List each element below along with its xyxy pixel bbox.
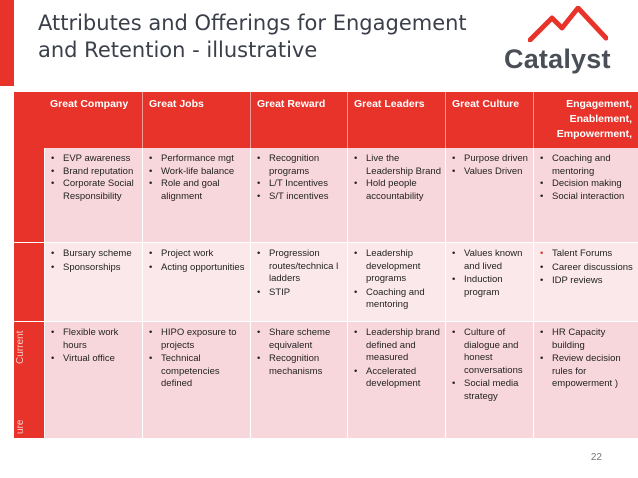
list-item: • Social media strategy — [450, 378, 529, 403]
list-item: • Acting opportunities — [147, 262, 246, 275]
list-item: • Culture of dialogue and honest conversations — [450, 327, 529, 377]
table-cell — [533, 322, 638, 438]
mountain-peaks-icon — [528, 6, 608, 42]
table-cell — [347, 322, 445, 438]
list-item: • EVP awareness — [49, 153, 138, 166]
list-item: • Review decision rules for empowerment ) — [538, 353, 634, 391]
list-item: • Recognition programs — [255, 153, 343, 178]
row-label — [14, 243, 44, 321]
table-cell — [142, 243, 250, 321]
list-item: • Flexible work hours — [49, 327, 138, 352]
list-item: • Bursary scheme — [49, 248, 138, 261]
list-item: • Leadership development programs — [352, 248, 441, 286]
table-cell — [445, 148, 533, 242]
list-item: • HR Capacity building — [538, 327, 634, 352]
table-row — [14, 148, 638, 242]
list-item: • Technical competencies defined — [147, 353, 246, 391]
table-cell — [142, 322, 250, 438]
row-label — [14, 148, 44, 242]
table-cell — [250, 148, 347, 242]
list-item: • Decision making — [538, 178, 634, 191]
list-item: • Project work — [147, 248, 246, 261]
list-item: • Career discussions — [538, 262, 634, 275]
list-item: • Values known and lived — [450, 248, 529, 273]
catalyst-logo — [498, 6, 634, 76]
list-item: • L/T Incentives — [255, 178, 343, 191]
table-cell — [250, 243, 347, 321]
list-item: • Sponsorships — [49, 262, 138, 275]
list-item: • Hold people accountability — [352, 178, 441, 203]
list-item: • Corporate Social Responsibility — [49, 178, 138, 203]
list-item: • S/T incentives — [255, 191, 343, 204]
list-item: • Accelerated development — [352, 366, 441, 391]
list-item: • Coaching and mentoring — [538, 153, 634, 178]
list-item: • Work-life balance — [147, 166, 246, 179]
table-cell — [347, 148, 445, 242]
header-great-leaders: Great Leaders — [347, 92, 445, 148]
list-item: • Induction program — [450, 274, 529, 299]
header-great-culture: Great Culture — [445, 92, 533, 148]
list-item: • Social interaction — [538, 191, 634, 204]
slide-title: Attributes and Offerings for Engagement and Retention - illustrative — [38, 11, 467, 62]
list-item: • Role and goal alignment — [147, 178, 246, 203]
list-item: • Coaching and mentoring — [352, 287, 441, 312]
row-label-future: ure — [15, 419, 26, 434]
header-great-jobs: Great Jobs — [142, 92, 250, 148]
header-engagement: Engagement, Enablement, Empowerment, — [533, 92, 638, 148]
table-header-row — [14, 92, 638, 148]
list-item: • Share scheme equivalent — [255, 327, 343, 352]
row-label — [14, 322, 44, 438]
table-cell — [44, 322, 142, 438]
list-item: • Leadership brand defined and measured — [352, 327, 441, 365]
table-cell — [533, 148, 638, 242]
table-cell — [142, 148, 250, 242]
table-cell — [44, 148, 142, 242]
list-item: • HIPO exposure to projects — [147, 327, 246, 352]
list-item: • Purpose driven — [450, 153, 529, 166]
list-item: • STIP — [255, 287, 343, 300]
list-item: • Talent Forums — [538, 248, 634, 261]
list-item: • Performance mgt — [147, 153, 246, 166]
page-number: 22 — [590, 452, 602, 463]
list-item: • Brand reputation — [49, 166, 138, 179]
table-cell — [250, 322, 347, 438]
row-label-current: Current — [15, 330, 26, 364]
title-accent-bar — [0, 0, 14, 86]
table-cell — [445, 322, 533, 438]
header-great-company: Great Company — [50, 98, 129, 110]
list-item: • Recognition mechanisms — [255, 353, 343, 378]
list-item: • IDP reviews — [538, 275, 634, 288]
table-row — [14, 243, 638, 321]
logo-text: Catalyst — [504, 44, 611, 74]
offerings-table — [14, 92, 638, 438]
table-row — [14, 322, 638, 438]
list-item: • Live the Leadership Brand — [352, 153, 441, 178]
table-cell — [347, 243, 445, 321]
header-great-reward: Great Reward — [250, 92, 347, 148]
table-cell — [533, 243, 638, 321]
table-cell — [44, 243, 142, 321]
list-item: • Progression routes/technica l ladders — [255, 248, 343, 286]
list-item: • Virtual office — [49, 353, 138, 366]
list-item: • Values Driven — [450, 166, 529, 179]
table-cell — [445, 243, 533, 321]
